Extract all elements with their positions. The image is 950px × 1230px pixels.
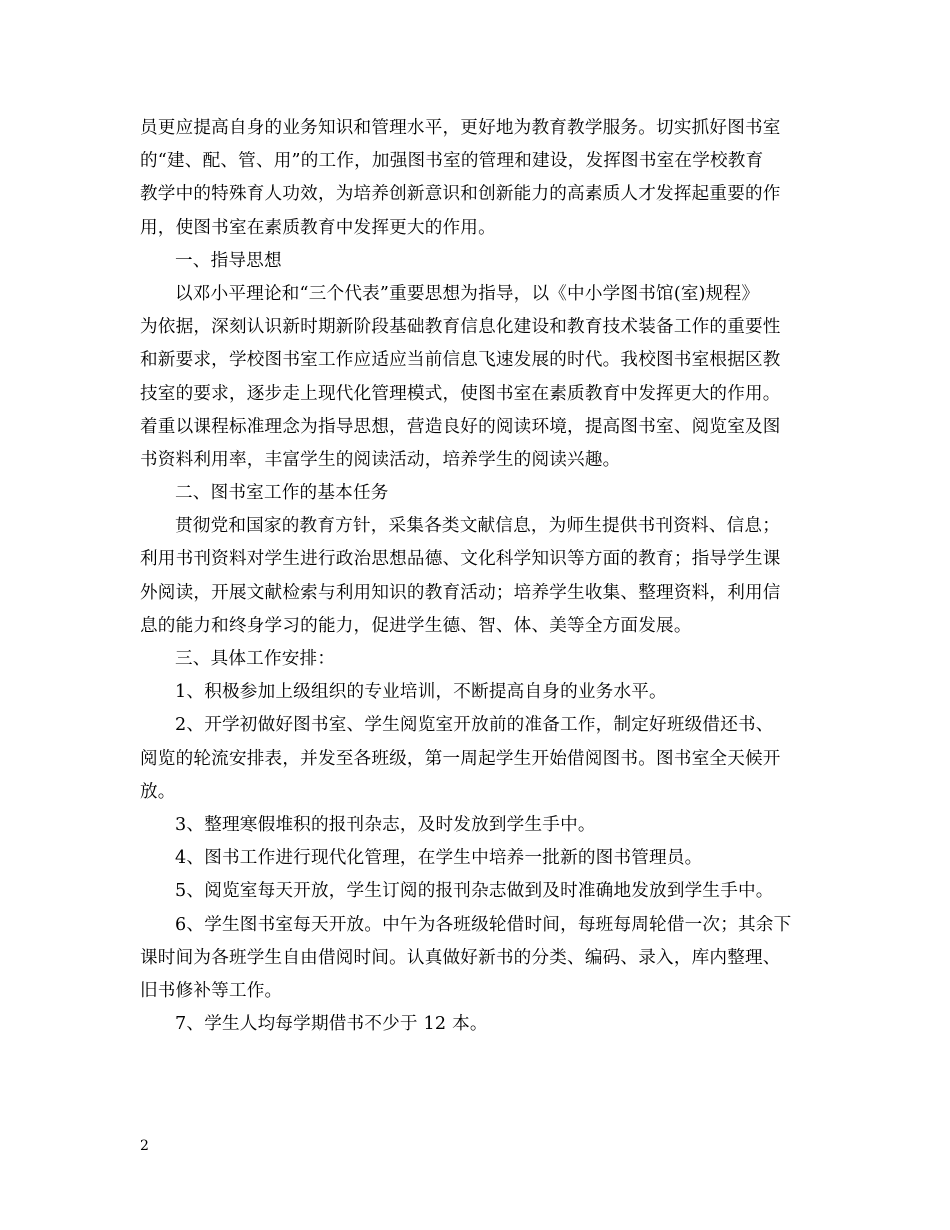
list-item: 6、学生图书室每天开放。中午为各班级轮借时间，每班每周轮借一次；其余下 (175, 914, 792, 935)
list-item: 5、阅览室每天开放，学生订阅的报刊杂志做到及时准确地发放到学生手中。 (175, 881, 774, 902)
text-line: 外阅读，开展文献检索与利用知识的教育活动；培养学生收集、整理资料，利用信 (140, 582, 781, 603)
text-line: 为依据，深刻认识新时期新阶段基础教育信息化建设和教育技术装备工作的重要性 (140, 317, 781, 338)
text-line: 贯彻党和国家的教育方针，采集各类文献信息，为师生提供书刊资料、信息； (175, 516, 780, 537)
text-line: 以邓小平理论和“三个代表”重要思想为指导，以《中小学图书馆(室)规程》 (175, 283, 760, 304)
text-line: 放。 (140, 781, 176, 802)
list-item: 2、开学初做好图书室、学生阅览室开放前的准备工作，制定好班级借还书、 (175, 715, 774, 736)
text-line: 书资料利用率，丰富学生的阅读活动，培养学生的阅读兴趣。 (140, 449, 621, 470)
page-number: 2 (140, 1138, 149, 1154)
list-item: 4、图书工作进行现代化管理，在学生中培养一批新的图书管理员。 (175, 848, 703, 869)
text-line: 技室的要求，逐步走上现代化管理模式，使图书室在素质教育中发挥更大的作用。 (140, 383, 781, 404)
text-line: 着重以课程标准理念为指导思想，营造良好的阅读环境，提高图书室、阅览室及图 (140, 416, 781, 437)
section-heading: 三、具体工作安排： (175, 649, 336, 669)
text-line: 课时间为各班学生自由借阅时间。认真做好新书的分类、编码、录入，库内整理、 (140, 947, 781, 968)
section-heading: 二、图书室工作的基本任务 (175, 483, 389, 504)
text-line: 员更应提高自身的业务知识和管理水平，更好地为教育教学服务。切实抓好图书室 (140, 118, 781, 138)
text-line: 用，使图书室在素质教育中发挥更大的作用。 (140, 217, 496, 238)
text-line: 阅览的轮流安排表，并发至各班级，第一周起学生开始借阅图书。图书室全天候开 (140, 748, 781, 769)
list-item: 1、积极参加上级组织的专业培训，不断提高自身的业务水平。 (175, 682, 667, 703)
text-line: 和新要求，学校图书室工作应适应当前信息飞速发展的时代。我校图书室根据区教 (140, 350, 781, 371)
text-line: 教学中的特殊育人功效，为培养创新意识和创新能力的高素质人才发挥起重要的作 (140, 184, 781, 205)
text-line: 的“建、配、管、用”的工作，加强图书室的管理和建设，发挥图书室在学校教育 (140, 151, 764, 172)
list-item: 3、整理寒假堆积的报刊杂志，及时发放到学生手中。 (175, 814, 596, 835)
text-line: 息的能力和终身学习的能力，促进学生德、智、体、美等全方面发展。 (140, 615, 692, 636)
section-heading: 一、指导思想 (175, 250, 282, 271)
text-line: 旧书修补等工作。 (140, 980, 283, 1001)
list-item: 7、学生人均每学期借书不少于 12 本。 (175, 1014, 488, 1035)
text-line: 利用书刊资料对学生进行政治思想品德、文化科学知识等方面的教育；指导学生课 (140, 549, 781, 570)
document-body (140, 112, 815, 1041)
